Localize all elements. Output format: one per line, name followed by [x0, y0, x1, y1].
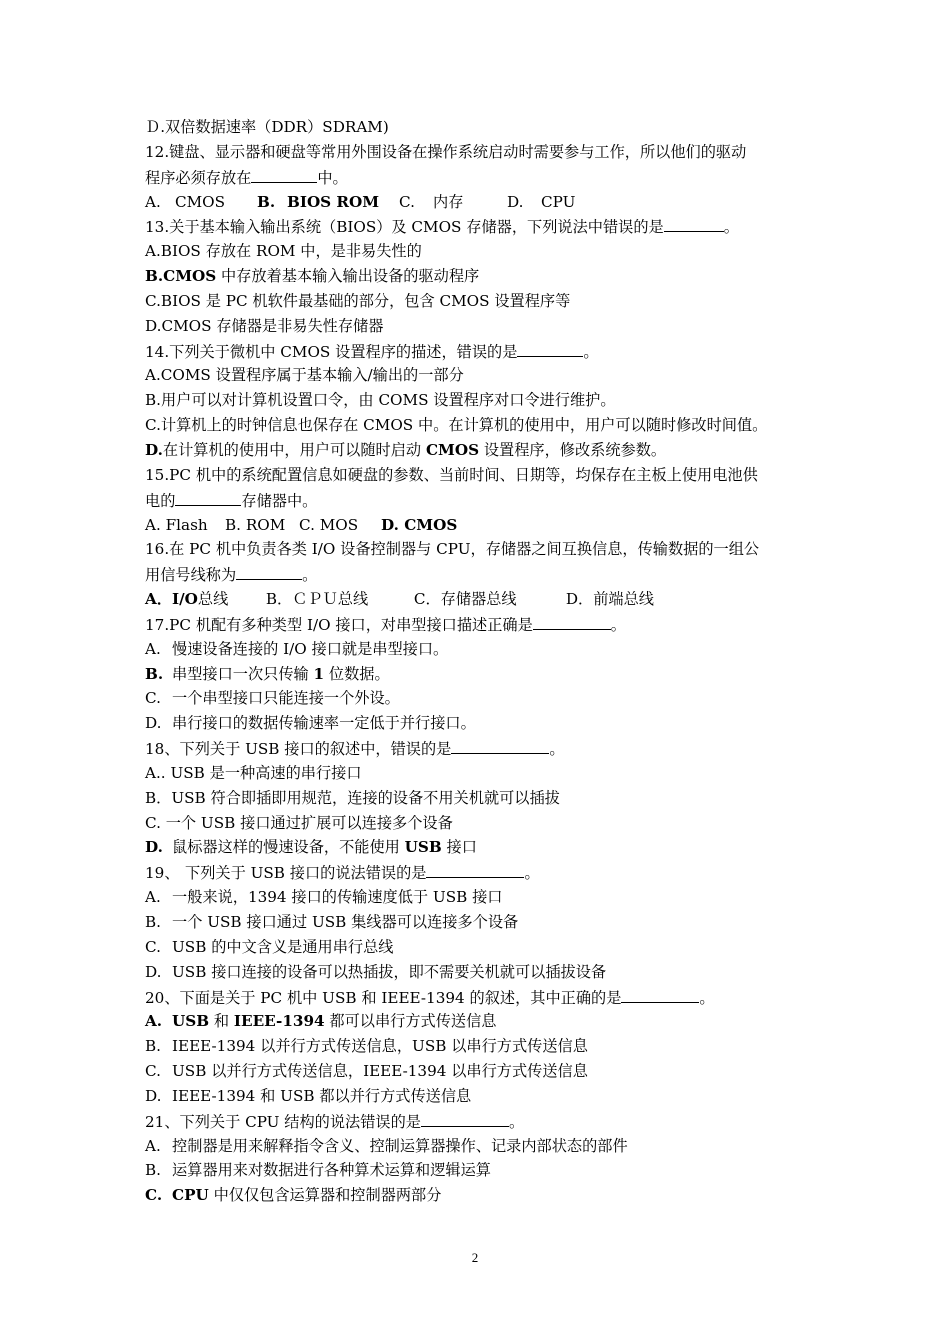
- option-a: A. 控制器是用来解释指令含义、控制运算器操作、记录内部状态的部件: [145, 1136, 628, 1155]
- option-c: C. CPU 中仅仅包含运算器和控制器两部分: [145, 1186, 442, 1205]
- option-b: B. IEEE-1394 以并行方式传送信息，USB 以串行方式传送信息: [145, 1037, 588, 1056]
- question-14: 14.下列关于微机中 CMOS 设置程序的描述，错误的是 。: [145, 339, 825, 364]
- answer-blank: [533, 612, 611, 630]
- text-line: 程序必须存放在 中。: [145, 165, 825, 190]
- document-page: [145, 115, 825, 1208]
- answer-blank: [236, 562, 302, 580]
- option-a: A. USB 和 IEEE-1394 都可以串行方式传送信息: [145, 1012, 497, 1031]
- question-20: 20、下面是关于 PC 机中 USB 和 IEEE-1394 的叙述，其中正确的是 。: [145, 985, 825, 1010]
- text-line: B.CMOS 中存放着基本输入输出设备的驱动程序: [145, 267, 480, 286]
- answer-blank: [621, 985, 699, 1003]
- option-c: C. USB 以并行方式传送信息，IEEE-1394 以串行方式传送信息: [145, 1062, 588, 1081]
- answer-blank: [251, 165, 317, 183]
- question-18: 18、下列关于 USB 接口的叙述中，错误的是 。: [145, 736, 825, 761]
- text-line: A.. USB 是一种高速的串行接口: [145, 763, 362, 782]
- text-line: D.在计算机的使用中，用户可以随时启动 CMOS 设置程序，修改系统参数。: [145, 440, 667, 459]
- answer-blank: [421, 1109, 509, 1127]
- page-number: 2: [471, 1250, 479, 1265]
- question-13: 13.关于基本输入输出系统（BIOS）及 CMOS 存储器，下列说法中错误的是 。: [145, 214, 825, 239]
- text-line: 用信号线称为 。: [145, 562, 825, 587]
- option-a: A. 慢速设备连接的 I/O 接口就是串型接口。: [145, 639, 449, 658]
- question-12: 12.键盘、显示器和硬盘等常用外围设备在操作系统启动时需要参与工作，所以他们的驱动: [145, 142, 747, 161]
- option-d: D. IEEE-1394 和 USB 都以并行方式传送信息: [145, 1086, 472, 1105]
- option-c: C. 一个串型接口只能连接一个外设。: [145, 689, 400, 708]
- answer-blank: [426, 860, 524, 878]
- text-line: A.COMS 设置程序属于基本输入/输出的一部分: [145, 366, 464, 385]
- question-19: 19、 下列关于 USB 接口的说法错误的是 。: [145, 860, 825, 885]
- text-line: D.CMOS 存储器是非易失性存储器: [145, 316, 384, 335]
- text-line: B.用户可以对计算机设置口令，由 COMS 设置程序对口令进行维护。: [145, 391, 616, 410]
- option-d: D. 串行接口的数据传输速率一定低于并行接口。: [145, 714, 476, 733]
- option-c: C. USB 的中文含义是通用串行总线: [145, 937, 394, 956]
- text-line: C. 一个 USB 接口通过扩展可以连接多个设备: [145, 813, 453, 832]
- text-line: C.计算机上的时钟信息也保存在 CMOS 中。在计算机的使用中，用户可以随时修改时间值。: [145, 416, 768, 435]
- text-line: C.BIOS 是 PC 机软件最基础的部分，包含 CMOS 设置程序等: [145, 291, 571, 310]
- answer-blank: [451, 736, 549, 754]
- option-a: A. 一般来说，1394 接口的传输速度低于 USB 接口: [145, 888, 503, 907]
- answer-blank: [175, 488, 241, 506]
- answer-blank: [517, 339, 583, 357]
- text-line: B．USB 符合即插即用规范，连接的设备不用关机就可以插拔: [145, 788, 560, 807]
- options-line: A．I/O总线 B．ＣＰＵ总线 C．存储器总线 D．前端总线: [145, 590, 654, 609]
- option-b: B. 串型接口一次只传输 1 位数据。: [145, 664, 390, 683]
- option-d: D. USB 接口连接的设备可以热插拔，即不需要关机就可以插拔设备: [145, 962, 607, 981]
- text-line: A.BIOS 存放在 ROM 中，是非易失性的: [145, 242, 422, 261]
- options-line: A. Flash B. ROM C. MOS D. CMOS: [145, 515, 458, 534]
- answer-blank: [664, 214, 724, 232]
- option-b: B. 一个 USB 接口通过 USB 集线器可以连接多个设备: [145, 913, 519, 931]
- option-d: D. 鼠标器这样的慢速设备，不能使用 USB 接口: [145, 838, 477, 857]
- text-line: Ｄ.双倍数据速率（DDR）SDRAM): [145, 118, 389, 136]
- question-15: 15.PC 机中的系统配置信息如硬盘的参数、当前时间、日期等，均保存在主板上使用电池供: [145, 465, 758, 484]
- options-line: A. CMOS B. BIOS ROM C. 内存 D. CPU: [145, 192, 576, 211]
- text-line: 电的 存储器中。: [145, 488, 825, 513]
- question-21: 21、下列关于 CPU 结构的说法错误的是 。: [145, 1109, 825, 1134]
- question-16: 16.在 PC 机中负责各类 I/O 设备控制器与 CPU，存储器之间互换信息，传输数据的一组公: [145, 540, 760, 559]
- option-b: B. 运算器用来对数据进行各种算术运算和逻辑运算: [145, 1161, 491, 1180]
- question-17: 17.PC 机配有多种类型 I/O 接口，对串型接口描述正确是 。: [145, 612, 825, 637]
